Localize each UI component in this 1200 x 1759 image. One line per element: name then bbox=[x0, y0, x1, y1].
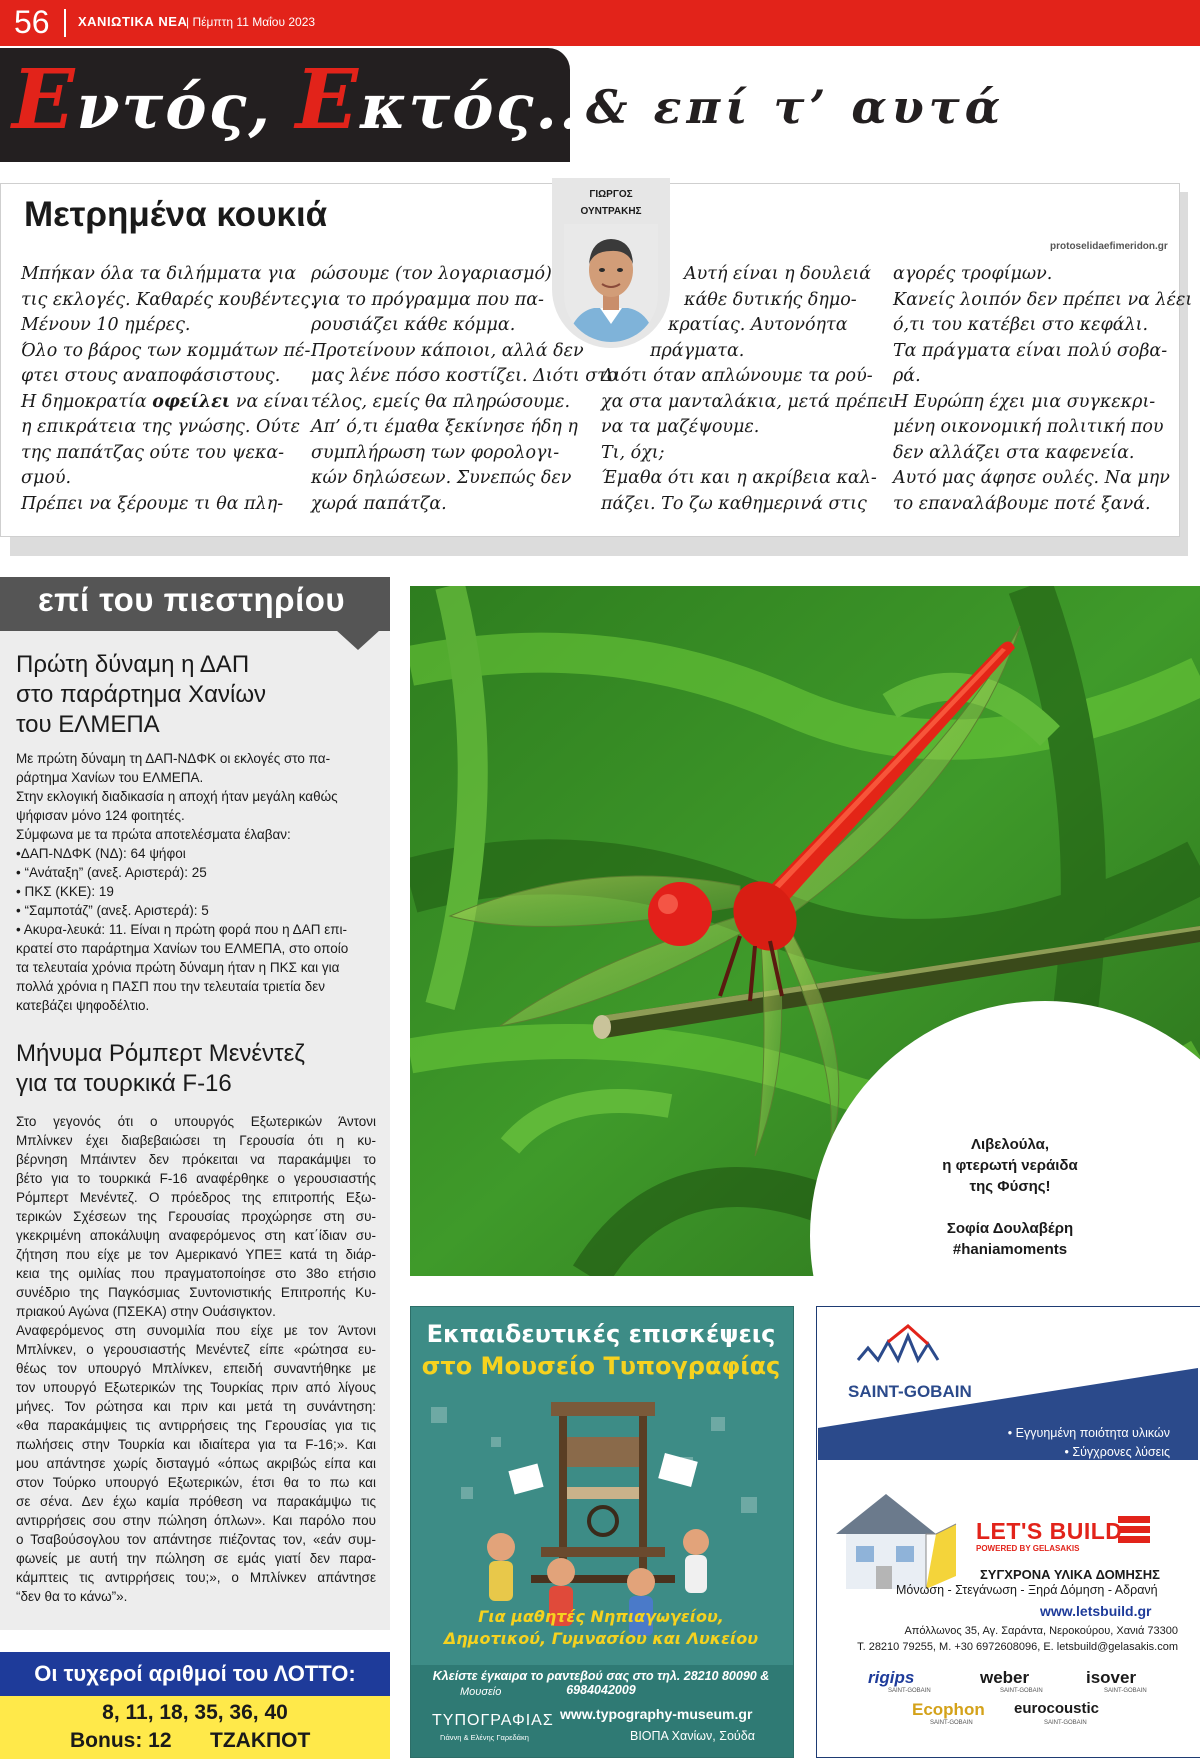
text-line: να τα μαζέψουμε. bbox=[601, 417, 760, 437]
title-word: ντός, bbox=[76, 70, 272, 143]
text-line: • “Ανάταξη” (ανεξ. Αριστερά): 25 bbox=[16, 865, 207, 880]
sg-address: Απόλλωνος 35, Αγ. Σαράντα, Νεροκούρου, Χανιά 73300 bbox=[904, 1625, 1178, 1637]
text-line: Διότι όταν απλώνουμε τα ρού- bbox=[601, 366, 873, 386]
saint-gobain-logo: SAINT-GOBAIN bbox=[848, 1382, 972, 1401]
brand-sub: SAINT-GOBAIN bbox=[1000, 1688, 1043, 1694]
text-line: ο Τσαβούσογλου τον απάντησε πιέζοντας τον, «εάν συμ- bbox=[16, 1532, 376, 1547]
text-line: κρατεί στο παράρτημα Χανίων του ΕΛΜΕΠΑ, στο οποίο bbox=[16, 941, 349, 956]
newspaper-name: ΧΑΝΙΩΤΙΚΑ ΝΕΑ bbox=[78, 14, 188, 29]
sg-contact bbox=[828, 1623, 1178, 1655]
text-line: Προτείνουν κάποιοι, αλλά δεν bbox=[311, 340, 584, 361]
brand-rigips: rigips bbox=[868, 1668, 915, 1687]
title-initial: Ε bbox=[295, 52, 361, 148]
text-line: “δεν θα το κάνω”». bbox=[16, 1589, 128, 1604]
brand-ecophon: Ecophon bbox=[912, 1700, 985, 1719]
text-line: ρουσιάζει κάθε κόμμα. bbox=[311, 315, 516, 335]
text-line: • ΠΚΣ (ΚΚΕ): 19 bbox=[16, 884, 114, 899]
text-line: Έμαθα ότι και η ακρίβεια καλ- bbox=[601, 468, 877, 488]
text-line: βέρνηση Μπάιντεν δεν πρόκειται να παρακάμψει το bbox=[16, 1152, 376, 1167]
section-title bbox=[12, 52, 606, 148]
museum-logo-script: Μουσείο bbox=[460, 1686, 502, 1698]
photo-caption bbox=[900, 1134, 1120, 1197]
text-line: Μπήκαν όλα τα διλήμματα για bbox=[21, 264, 297, 284]
text-line: τερικών Σχέσεων της Γερουσίας προχώρησε στη συ- bbox=[16, 1209, 376, 1224]
author-last-name: ΟΥΝΤΡΑΚΗΣ bbox=[580, 206, 642, 217]
text-line: ψήφισαν μόνο 124 φοιτητές. bbox=[16, 808, 185, 823]
text-line: γκεκριμένη αποκάλυψη αναφερόμενος στη κατ΄ίδιαν συ- bbox=[16, 1228, 376, 1243]
header-divider bbox=[64, 9, 66, 37]
section-subtitle: & επί τ’ αυτά bbox=[586, 80, 1006, 134]
text-line: Σύμφωνα με τα πρώτα αποτελέσματα έλαβαν: bbox=[16, 827, 291, 842]
benefit-item: • Σύγχρονες λύσεις bbox=[1064, 1444, 1170, 1459]
text-line: της παπάτζας ούτε του ψεκα- bbox=[21, 442, 285, 463]
text-line: Όλο το βάρος των κομμάτων πέ- bbox=[21, 340, 311, 361]
sidebar-header-pointer bbox=[336, 630, 380, 650]
text-line: Μένουν 10 ημέρες. bbox=[21, 315, 191, 335]
text-line: Στο γεγονός ότι ο υπουργός Εξωτερικών Άντονι bbox=[16, 1114, 376, 1129]
photo-credit bbox=[900, 1218, 1120, 1260]
text-line: στον Τούρκο υπουργό Εξωτερικών, έτσι θα το πω και bbox=[16, 1475, 376, 1490]
text-line: θέως τον υπουργό Μπλίνκεν, επειδή συναντήθηκε με bbox=[16, 1361, 376, 1376]
sg-website: www.letsbuild.gr bbox=[1040, 1603, 1152, 1619]
text-line: Τι, όχι; bbox=[601, 442, 665, 463]
text-line: ρώσουμε (τον λογαριασμό) bbox=[311, 264, 552, 284]
text-line: για το πρόγραμμα που πα- bbox=[311, 289, 544, 310]
lotto-title: Οι τυχεροί αριθμοί του ΛΟΤΤΟ: bbox=[34, 1661, 356, 1686]
text-line: σε σένα. Δεν έχω καμία πρόθεση να παρακάμψω τις bbox=[16, 1494, 376, 1509]
museum-ad-title bbox=[410, 1318, 792, 1382]
page-number: 56 bbox=[14, 4, 50, 40]
column-3-top-3: κρατίας. Αυτονόητα bbox=[668, 315, 848, 335]
text-line: πολλά χρόνια η ΠΑΣΠ που την τελευταία τριετία δεν bbox=[16, 979, 325, 994]
text-line: «θα παρακάμψεις τις αντιρρήσεις της Γερουσίας για τις bbox=[16, 1418, 376, 1433]
sg-phone-email: Τ. 28210 79255, Μ. +30 6972608096, Ε. letsbuild@gelasakis.com bbox=[857, 1641, 1178, 1653]
title-line: Εκπαιδευτικές επισκέψεις bbox=[426, 1320, 776, 1348]
story-1-body bbox=[16, 749, 378, 1015]
brand-weber: weber bbox=[980, 1668, 1030, 1687]
text-line: βέτο για το τουρκικά F-16 αναφέρθηκε ο γερουσιαστής bbox=[16, 1171, 376, 1186]
text-line: συμπλήρωση των φορολογι- bbox=[311, 442, 560, 463]
title-line: στο Μουσείο Τυπογραφίας bbox=[421, 1352, 781, 1380]
column-1 bbox=[21, 262, 316, 517]
museum-website: www.typography-museum.gr bbox=[560, 1706, 753, 1722]
text-line: δεν αλλάζει στα καφενεία. bbox=[893, 442, 1135, 463]
text-line: να είναι bbox=[235, 391, 310, 412]
text-line: Ρόμπερτ Μενέντεζ. Ο πρόεδρος της επιτροπής Εξω- bbox=[16, 1190, 376, 1205]
text-line: Αναφερόμενος στη συνομιλία που είχε με τον Άντονι bbox=[16, 1323, 376, 1338]
text-line: αντιρρήσεις σου στην πώληση όπλων». Και παρόλο που bbox=[16, 1513, 376, 1528]
museum-logo: ΤΥΠΟΓΡΑΦΙΑΣ bbox=[432, 1712, 554, 1729]
text-line: πάζει. Το ζω καθημερινά στις bbox=[601, 493, 867, 514]
text-line: τον υπουργό Εξωτερικών της Τουρκίας πριν από λίγους bbox=[16, 1380, 376, 1395]
text-line: • “Σαμποτάζ” (ανεξ. Αριστερά): 5 bbox=[16, 903, 209, 918]
brand-sub: SAINT-GOBAIN bbox=[1104, 1688, 1147, 1694]
text-line: φωνείς με αυτή την πώληση σε εμάς γιατί δεν παρα- bbox=[16, 1551, 376, 1566]
sg-products-title: ΣΥΓΧΡΟΝΑ ΥΛΙΚΑ ΔΟΜΗΣΗΣ bbox=[980, 1567, 1160, 1582]
text-line: φτει στους αναποφάσιστους. bbox=[21, 366, 281, 386]
museum-ad-audience bbox=[410, 1606, 792, 1650]
column-4 bbox=[893, 262, 1193, 517]
text-line: Με πρώτη δύναμη τη ΔΑΠ-ΝΔΦΚ οι εκλογές στο πα- bbox=[16, 751, 331, 766]
watermark: protoselidaefimeridon.gr bbox=[1050, 241, 1168, 252]
photo-hashtag: #haniamoments bbox=[952, 1241, 1068, 1258]
text-line: τα τελευταία χρόνια πρώτη δύναμη ήταν η ΠΚΣ και για bbox=[16, 960, 340, 975]
text-line: Μπλίνκεν, ο γερουσιαστής Μενέντεζ είπε «ρώτησα ευ- bbox=[16, 1342, 376, 1357]
audience-line: Δημοτικού, Γυμνασίου και Λυκείου bbox=[443, 1629, 759, 1648]
text-line: κάμπτεις τις αντιρρήσεις του;», ο Μπλίνκεν απάντησε bbox=[16, 1570, 376, 1585]
benefit-item: • Ευέλικτες λύσεις χρηματοδότησης bbox=[974, 1481, 1170, 1496]
title-word: κτός... bbox=[360, 70, 607, 143]
issue-date: | Πέμπτη 11 Μαΐου 2023 bbox=[186, 15, 316, 29]
museum-ad-phone: Κλείστε έγκαιρα το ραντεβού σας στο τηλ. 28210 80090 & 6984042009 bbox=[432, 1669, 770, 1697]
story-2-headline bbox=[16, 1039, 305, 1099]
text-line: το επαναλάβουμε ποτέ ξανά. bbox=[893, 493, 1151, 514]
text-line: μας λένε πόσο κοστίζει. Διότι στο bbox=[311, 366, 618, 386]
brand-sub: SAINT-GOBAIN bbox=[1044, 1720, 1087, 1726]
text-line: μου απάντησε χωρίς δισταγμό «όπως ακριβώς είπα και bbox=[16, 1456, 376, 1471]
article-title: Μετρημένα κουκιά bbox=[24, 195, 328, 234]
house-illustration bbox=[826, 1484, 966, 1599]
column-3 bbox=[601, 364, 895, 517]
text-line: ό,τι του κατέβει στο κεφάλι. bbox=[893, 315, 1149, 335]
caption-line: Λιβελούλα, bbox=[970, 1136, 1050, 1153]
text-line: Μπλίνκεν έχει διαβεβαιώσει τη Γερουσία ότι η κυ- bbox=[16, 1133, 376, 1148]
text-line: τέλος, εμείς θα πληρώσουμε. bbox=[311, 391, 571, 412]
text-line: κεια της ομιλίας που πραγματοποίησε στο 38ο ετήσιο bbox=[16, 1266, 376, 1281]
lotto-bonus: Bonus: 12 bbox=[70, 1729, 172, 1752]
text-line: Στην εκλογική διαδικασία η αποχή ήταν μεγάλη καθώς bbox=[16, 789, 338, 804]
text-line: Απ’ ό,τι έμαθα ξεκίνησε ήδη η bbox=[311, 417, 578, 437]
text-line: κών δηλώσεων. Συνεπώς δεν bbox=[311, 468, 572, 488]
benefit-item: • Αισθητικό αποτέλεσμα bbox=[1038, 1463, 1170, 1477]
text-line: τις εκλογές. Καθαρές κουβέντες. bbox=[21, 289, 316, 310]
photographer-name: Σοφία Δουλαβέρη bbox=[946, 1220, 1074, 1237]
text-line: μήνες. Τον ρώτησα και πριν και μετά τη συνάντηση: bbox=[16, 1399, 376, 1414]
column-3-top-4: πράγματα. bbox=[650, 340, 745, 361]
story-1-headline bbox=[16, 650, 266, 740]
text-line: Αυτό μας άφησε ουλές. Να μην bbox=[893, 468, 1170, 488]
lets-build-logo: LET'S BUILD bbox=[976, 1518, 1123, 1544]
headline-line: για τα τουρκικά F-16 bbox=[16, 1070, 232, 1097]
sg-products-list: Μόνωση - Στεγάνωση - Ξηρά Δόμηση - Αδρανή bbox=[896, 1583, 1158, 1597]
caption-line: η φτερωτή νεράιδα bbox=[942, 1157, 1078, 1174]
headline-line: Πρώτη δύναμη η ΔΑΠ bbox=[16, 651, 250, 678]
text-line: Τα πράγματα είναι πολύ σοβα- bbox=[893, 340, 1168, 361]
text-line: αγορές τροφίμων. bbox=[893, 264, 1053, 284]
author-name bbox=[552, 186, 670, 220]
text-line: η επικράτεια της γνώσης. Ούτε bbox=[21, 417, 301, 437]
text-line: πριακού Αγώνα (ΠΣΕΚΑ) στην Ουάσιγκτον. bbox=[16, 1304, 276, 1319]
text-line: • Ακυρα-λευκά: 11. Είναι η πρώτη φορά που η ΔΑΠ επι- bbox=[16, 922, 348, 937]
author-photo bbox=[564, 224, 658, 342]
sidebar-header-text: επί του πιεστηρίου bbox=[38, 581, 346, 618]
column-2 bbox=[311, 262, 618, 517]
text-line: μένη οικονομική πολιτική που bbox=[893, 417, 1164, 437]
headline-line: Μήνυμα Ρόμπερτ Μενέντεζ bbox=[16, 1040, 305, 1067]
brand-eurocoustic: eurocoustic bbox=[1014, 1700, 1100, 1717]
title-initial: Ε bbox=[12, 52, 77, 148]
text-line: Η Ευρώπη έχει μια συγκεκρι- bbox=[893, 391, 1156, 412]
text-line: συνέδριο της Παγκόσμιας Συντονιστικής Επιτροπής Κυ- bbox=[16, 1285, 376, 1300]
text-line: Πρέπει να ξέρουμε τι θα πλη- bbox=[21, 493, 284, 514]
story-2-body bbox=[16, 1112, 376, 1606]
sg-benefits bbox=[930, 1424, 1170, 1498]
text-line: ζήτηση που είχε με τον Αμερικανό ΥΠΕΞ κατά τη διάρ- bbox=[16, 1247, 376, 1262]
lotto-jackpot: ΤΖΑΚΠΟΤ bbox=[210, 1729, 311, 1752]
lets-build-powered: POWERED BY GELASAKIS bbox=[976, 1544, 1080, 1553]
text-line: κατεβάζει ψηφοδέλτιο. bbox=[16, 998, 150, 1013]
museum-logo-subtitle: Γιάννη & Ελένης Γαρεδάκη bbox=[440, 1733, 529, 1742]
brand-sub: SAINT-GOBAIN bbox=[888, 1688, 931, 1694]
text-line: ρά. bbox=[893, 366, 921, 386]
brand-isover: isover bbox=[1086, 1668, 1137, 1687]
headline-line: του ΕΛΜΕΠΑ bbox=[16, 711, 160, 738]
text-line: σμού. bbox=[21, 468, 72, 488]
text-line: χωρά παπάτζα. bbox=[311, 493, 447, 514]
column-3-top-2: κάθε δυτικής δημο- bbox=[684, 289, 857, 310]
text-line: ράρτημα Χανίων του ΕΛΜΕΠΑ. bbox=[16, 770, 204, 785]
brand-sub: SAINT-GOBAIN bbox=[930, 1720, 973, 1726]
caption-line: της Φύσης! bbox=[969, 1178, 1051, 1195]
audience-line: Για μαθητές Νηπιαγωγείου, bbox=[478, 1607, 724, 1626]
text-line: Η δημοκρατία bbox=[21, 391, 147, 412]
text-line: χα στα μανταλάκια, μετά πρέπει bbox=[601, 391, 895, 412]
museum-location: ΒΙΟΠΑ Χανίων, Σούδα bbox=[630, 1729, 755, 1743]
headline-line: στο παράρτημα Χανίων bbox=[16, 681, 267, 708]
text-line: πωλήσεις στην Τουρκία και ιδιαίτερα για τα F-16;». Και bbox=[16, 1437, 376, 1452]
author-first-name: ΓΙΩΡΓΟΣ bbox=[589, 189, 633, 200]
text-line: Κανείς λοιπόν δεν πρέπει να λέει bbox=[893, 289, 1193, 310]
column-3-top-1: Αυτή είναι η δουλειά bbox=[684, 264, 872, 284]
lotto-numbers: 8, 11, 18, 35, 36, 40 bbox=[102, 1701, 288, 1724]
emphasis-word: οφείλει bbox=[152, 391, 231, 412]
text-line: •ΔΑΠ-ΝΔΦΚ (ΝΔ): 64 ψήφοι bbox=[16, 846, 186, 861]
benefit-item: • Εγγυημένη ποιότητα υλικών bbox=[1007, 1426, 1170, 1440]
